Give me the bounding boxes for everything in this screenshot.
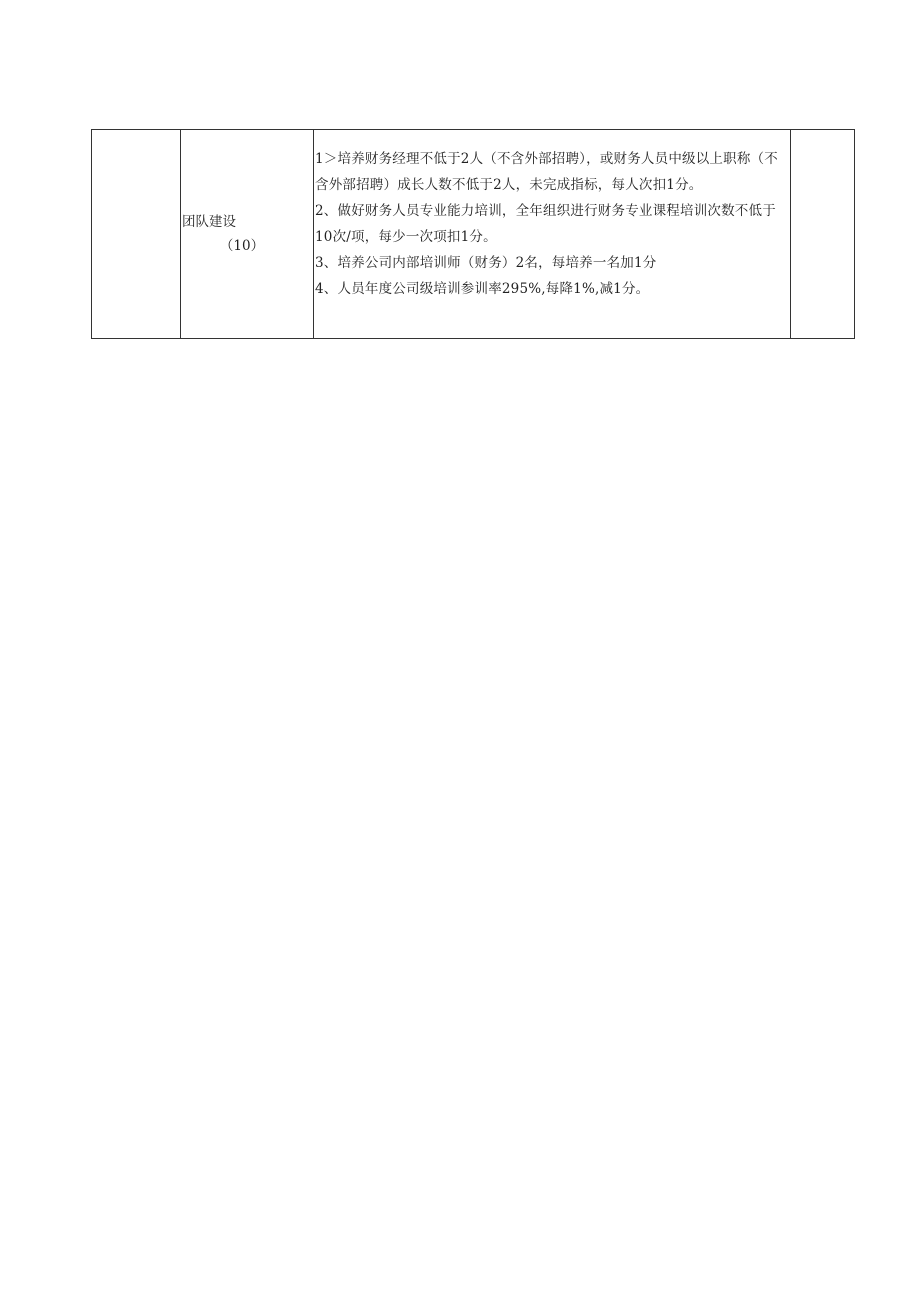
criteria-item-4: 4、人员年度公司级培训参训率295%,每降1%,减1分。: [315, 281, 650, 297]
assessment-table: [91, 129, 855, 339]
category-score: （10）: [219, 238, 265, 254]
criteria-item-1: 1＞培养财务经理不低于2人（不含外部招聘），或财务人员中级以上职称（不含外部招聘）成长人数不低于2人，未完成指标，每人次扣1分。: [315, 151, 778, 193]
criteria-item-2: 2、做好财务人员专业能力培训，全年组织进行财务专业课程培训次数不低于10次/项，每少一次项扣1分。: [315, 203, 776, 245]
table-row: [92, 130, 855, 339]
category-name: 团队建设: [182, 214, 236, 230]
criteria-item-3: 3、培养公司内部培训师（财务）2名，每培养一名加1分: [315, 255, 657, 271]
empty-score-cell: [791, 130, 855, 339]
criteria-cell: [314, 130, 791, 339]
empty-index-cell: [92, 130, 181, 339]
category-cell: [181, 130, 314, 339]
